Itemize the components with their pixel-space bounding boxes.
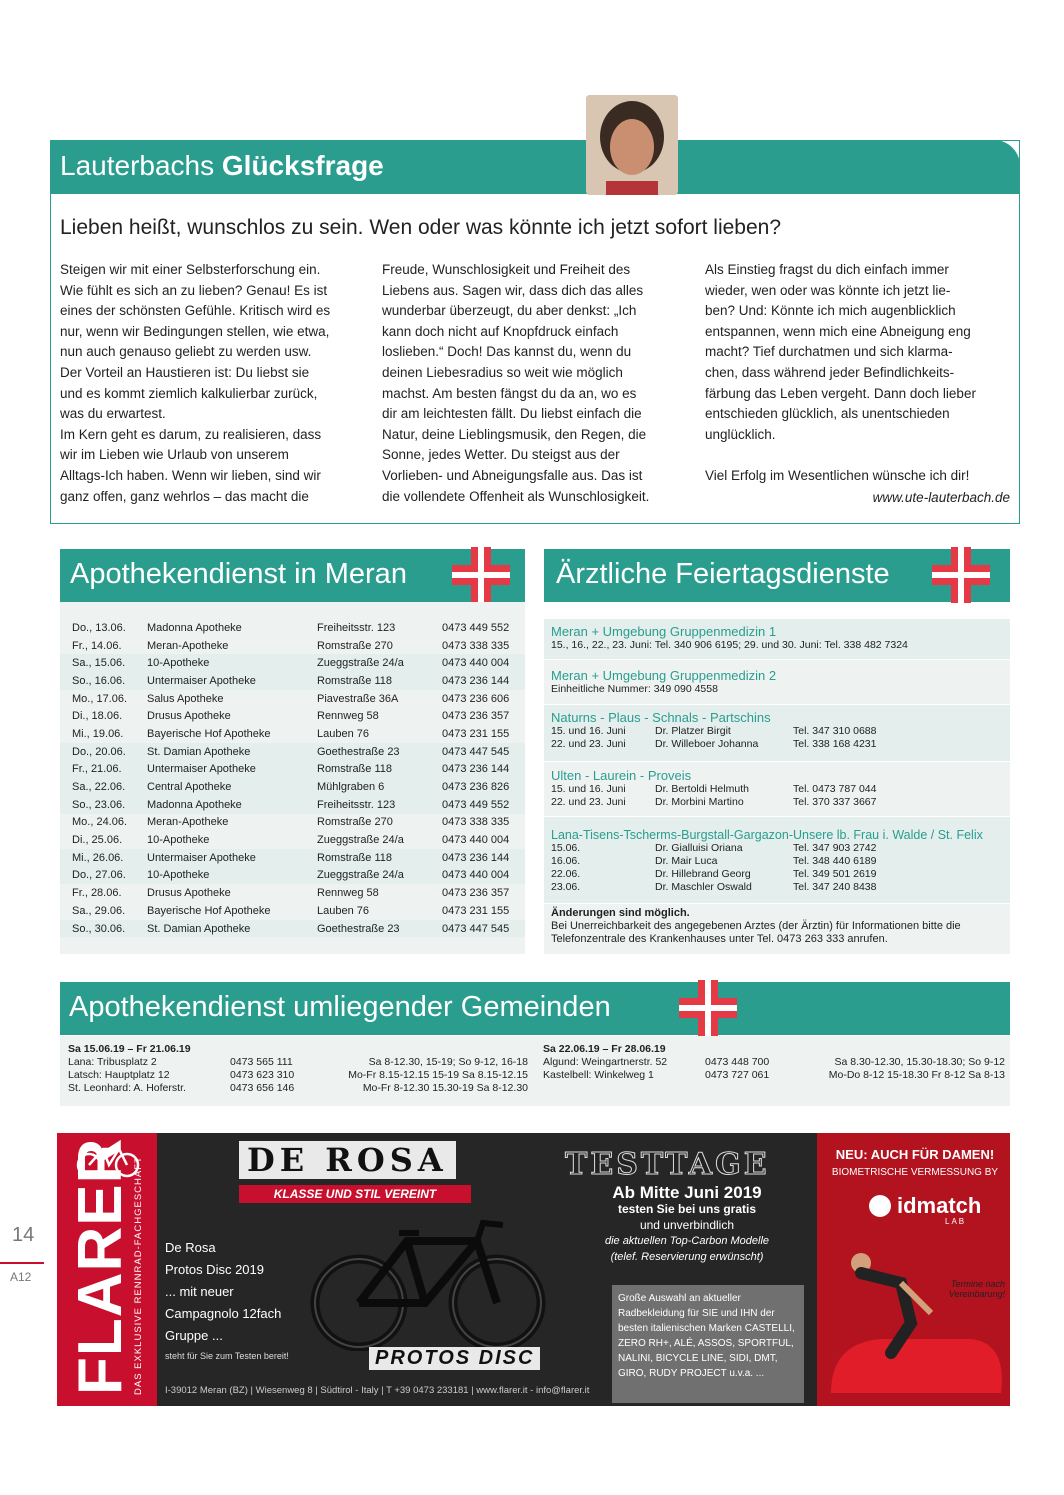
- bekleidung-text: Große Auswahl an aktueller Radbekleidung für SIE und IHN der besten italienischen Marken CASTELLI, ZERO RH+, ALÉ, ASSOS, SPORTFUL, NALINI, BICYCLE LINE, SIDI, DMT, GIRO, RUDY PROJECT u.v.a. ...: [612, 1285, 804, 1403]
- pharmacy-row: [68, 1082, 528, 1095]
- pharmacy-cell: Lana: Tribusplatz 2: [68, 1056, 157, 1068]
- pharmacy-cell: Mo-Fr 8.15-12.15 15-19 Sa 8.15-12.15: [348, 1069, 528, 1081]
- doctor-cell: Tel. 347 903 2742: [793, 842, 877, 854]
- text-line: Sonne, jedes Wetter. Du steigst aus der: [382, 447, 620, 463]
- doctor-cell: Tel. 348 440 6189: [793, 855, 877, 867]
- de-rosa-offer-text: [165, 1237, 281, 1347]
- table-cell: 10-Apotheke: [147, 869, 210, 882]
- pharmacy-cell: Latsch: Hauptplatz 12: [68, 1069, 170, 1081]
- de-rosa-slogan: KLASSE UND STIL VEREINT: [239, 1185, 471, 1203]
- apotheken-title: Apothekendienst in Meran: [70, 558, 407, 590]
- doctor-row: [544, 738, 1010, 751]
- table-cell: Mo., 17.06.: [72, 692, 128, 705]
- aerzte-block-5: [544, 817, 1010, 903]
- idmatch-logo: idmatch: [897, 1193, 982, 1218]
- author-website[interactable]: www.ute-lauterbach.de: [872, 490, 1010, 505]
- block-title: Lana-Tisens-Tscherms-Burgstall-Gargazon-Unsere lb. Frau i. Walde / St. Felix: [551, 828, 983, 842]
- pharmacy-cell: 0473 727 061: [705, 1069, 770, 1081]
- table-row: [60, 920, 525, 938]
- pharmacy-row: [68, 1069, 528, 1082]
- text-line: [705, 445, 1015, 466]
- doctor-row: [544, 725, 1010, 738]
- text-line: Liebens aus. Sagen wir, dass dich das alles: [382, 282, 644, 298]
- table-cell: Sa., 15.06.: [72, 657, 126, 670]
- table-cell: Zueggstraße 24/a: [317, 657, 404, 670]
- table-cell: Romstraße 118: [317, 763, 392, 776]
- table-cell: Meran-Apotheke: [147, 816, 229, 829]
- table-row: [60, 637, 525, 655]
- text-line: wir im Lieben wie Urlaub von unserem: [60, 447, 289, 463]
- text-line: Vorlieben- und Abneigungsfalle aus. Das ist: [382, 467, 643, 483]
- text-line: nun auch genauso geliebt zu werden usw.: [60, 344, 312, 360]
- table-cell: 10-Apotheke: [147, 657, 210, 670]
- cross-icon: [452, 547, 510, 603]
- table-cell: Madonna Apotheke: [147, 621, 242, 634]
- table-cell: Bayerische Hof Apotheke: [147, 727, 271, 740]
- pharmacy-cell: St. Leonhard: A. Hoferstr.: [68, 1082, 186, 1094]
- text-line: wunderbar überzeugt, du aber denkst: „Ich: [382, 303, 637, 319]
- text-line: Alltags-Ich haben. Wenn wir lieben, sind wir: [60, 467, 321, 483]
- table-cell: 0473 231 155: [442, 727, 510, 740]
- table-row: [60, 884, 525, 902]
- doctor-cell: 22.06.: [551, 868, 581, 880]
- table-row: [60, 761, 525, 779]
- doctor-row: [544, 783, 1010, 796]
- de-rosa-offer-note: steht für Sie zum Testen bereit!: [165, 1351, 289, 1361]
- table-cell: So., 23.06.: [72, 798, 126, 811]
- table-cell: Zueggstraße 24/a: [317, 869, 404, 882]
- table-cell: 0473 449 552: [442, 621, 510, 634]
- table-cell: Drusus Apotheke: [147, 887, 231, 900]
- table-cell: Sa., 29.06.: [72, 904, 126, 917]
- table-cell: 0473 338 335: [442, 639, 510, 652]
- doctor-cell: 15. und 16. Juni: [551, 725, 626, 737]
- table-cell: 0473 231 155: [442, 904, 510, 917]
- doctor-cell: Dr. Willeboer Johanna: [655, 738, 759, 750]
- doctor-cell: Dr. Platzer Birgit: [655, 725, 731, 737]
- table-cell: 0473 338 335: [442, 816, 510, 829]
- doctor-cell: 16.06.: [551, 855, 581, 867]
- pharmacy-row: [543, 1069, 1005, 1082]
- block-title: Meran + Umgebung Gruppenmedizin 2: [551, 668, 777, 683]
- table-row: [60, 725, 525, 743]
- table-cell: 0473 440 004: [442, 657, 510, 670]
- testtage-text: [577, 1185, 797, 1265]
- offer-line: De Rosa: [165, 1240, 216, 1255]
- gluecksfrage-column-1: [60, 260, 365, 507]
- offer-line: Campagnolo 12fach: [165, 1306, 282, 1321]
- doctor-row: [544, 855, 1010, 868]
- doctor-cell: Tel. 347 310 0688: [793, 725, 877, 737]
- aerzte-block-3: [544, 705, 1010, 761]
- table-cell: 0473 440 004: [442, 834, 510, 847]
- doctor-cell: 15. und 16. Juni: [551, 783, 626, 795]
- table-cell: Bayerische Hof Apotheke: [147, 904, 271, 917]
- gluecksfrage-column-3: [705, 260, 1015, 487]
- table-row: [60, 654, 525, 672]
- doctor-cell: 23.06.: [551, 881, 581, 893]
- text-line: Natur, deine Lieblingsmusik, den Regen, die: [382, 426, 647, 442]
- text-line: macht? Tief durchatmen und sich klarma-: [705, 344, 953, 360]
- gluecksfrage-question: Lieben heißt, wunschlos zu sein. Wen oder was könnte ich jetzt sofort lieben?: [60, 216, 782, 239]
- table-cell: Do., 20.06.: [72, 745, 126, 758]
- note-text: Bei Unerreichbarkeit des angegebenen Arztes (der Ärztin) für Informationen bitte die Telefonzentrale des Krankenhauses unter Tel. 0473 263 333 anrufen.: [551, 920, 961, 945]
- doctor-cell: 22. und 23. Juni: [551, 796, 626, 808]
- text-line: deinen Liebesradius so weit wie möglich: [382, 364, 623, 380]
- table-cell: Sa., 22.06.: [72, 781, 126, 794]
- pharmacy-row: [68, 1056, 528, 1069]
- doctor-cell: Dr. Gialluisi Oriana: [655, 842, 743, 854]
- note-title: Änderungen sind möglich.: [551, 907, 690, 919]
- table-cell: Do., 27.06.: [72, 869, 126, 882]
- table-cell: 0473 440 004: [442, 869, 510, 882]
- doctor-cell: Dr. Mair Luca: [655, 855, 718, 867]
- doctor-cell: Tel. 338 168 4231: [793, 738, 877, 750]
- period-2-heading: Sa 22.06.19 – Fr 28.06.19: [543, 1043, 666, 1055]
- aerzte-block-1: [544, 619, 1010, 659]
- table-cell: Mi., 19.06.: [72, 727, 124, 740]
- text-line: entspannen, wenn mich eine Abneigung eng: [705, 323, 971, 339]
- idmatch-logo-icon: [869, 1195, 891, 1217]
- table-cell: Mo., 24.06.: [72, 816, 128, 829]
- gluecksfrage-column-2: [382, 260, 687, 507]
- table-cell: Untermaiser Apotheke: [147, 851, 256, 864]
- flarer-logo-panel: [57, 1133, 157, 1406]
- table-cell: 10-Apotheke: [147, 834, 210, 847]
- text-line: Viel Erfolg im Wesentlichen wünsche ich dir!: [705, 467, 970, 483]
- table-row: [60, 831, 525, 849]
- text-line: unglücklich.: [705, 426, 776, 442]
- table-cell: Mühlgraben 6: [317, 781, 385, 794]
- aerzte-block-4: [544, 762, 1010, 816]
- table-cell: 0473 447 545: [442, 745, 510, 758]
- text-line: was du erwartest.: [60, 406, 166, 422]
- table-row: [60, 707, 525, 725]
- flarer-advertisement[interactable]: [57, 1133, 1010, 1406]
- text-line: Der Vorteil an Haustieren ist: Du liebst sie: [60, 364, 310, 380]
- table-cell: St. Damian Apotheke: [147, 745, 251, 758]
- text-line: nur, wenn wir Bedingungen stellen, wie etwa,: [60, 323, 330, 339]
- table-cell: 0473 447 545: [442, 922, 510, 935]
- cross-icon: [932, 547, 990, 603]
- table-cell: 0473 449 552: [442, 798, 510, 811]
- text-line: Im Kern geht es darum, zu realisieren, dass: [60, 426, 322, 442]
- pharmacy-cell: 0473 448 700: [705, 1056, 770, 1068]
- cross-icon: [679, 980, 737, 1036]
- text-line: Wie fühlt es sich an zu lieben? Genau! Es ist: [60, 282, 328, 298]
- aerzte-note: [544, 904, 1010, 954]
- author-photo: [586, 95, 678, 195]
- table-cell: 0473 236 144: [442, 674, 510, 687]
- table-cell: Rennweg 58: [317, 710, 379, 723]
- text-line: Als Einstieg fragst du dich einfach immer: [705, 262, 949, 277]
- table-row: [60, 796, 525, 814]
- pharmacy-cell: 0473 656 146: [230, 1082, 295, 1094]
- table-cell: Piavestraße 36A: [317, 692, 399, 705]
- table-cell: Salus Apotheke: [147, 692, 224, 705]
- aerzte-block-2: [544, 660, 1010, 704]
- apotheken-table: [60, 619, 525, 937]
- table-row: [60, 849, 525, 867]
- text-line: ganz offen, ganz wehrlos – das macht die: [60, 488, 309, 504]
- doctor-cell: Tel. 349 501 2619: [793, 868, 877, 880]
- gluecksfrage-title: Lauterbachs Glücksfrage: [60, 150, 384, 181]
- table-row: [60, 743, 525, 761]
- pharmacy-cell: Kastelbell: Winkelweg 1: [543, 1069, 654, 1081]
- testtage-line: Ab Mitte Juni 2019: [612, 1183, 762, 1202]
- testtage-line: testen Sie bei uns gratis: [617, 1202, 757, 1216]
- doctor-cell: Dr. Bertoldi Helmuth: [655, 783, 749, 795]
- table-cell: Di., 18.06.: [72, 710, 123, 723]
- page-number: 14: [12, 1224, 35, 1246]
- testtage-line: (telef. Reservierung erwünscht): [610, 1251, 764, 1263]
- pharmacy-cell: 0473 623 310: [230, 1069, 295, 1081]
- doctor-cell: Dr. Hillebrand Georg: [655, 868, 751, 880]
- page-code: A12: [10, 1270, 32, 1284]
- table-cell: Di., 25.06.: [72, 834, 123, 847]
- table-cell: Meran-Apotheke: [147, 639, 229, 652]
- text-line: ben? Und: Könnte ich mich augenblicklich: [705, 303, 956, 319]
- page-divider: [0, 1262, 44, 1264]
- protos-disc-label: PROTOS DISC: [369, 1347, 540, 1370]
- text-line: die vollendete Offenheit als Wunschlosigkeit.: [382, 488, 650, 504]
- block-title: Naturns - Plaus - Schnals - Partschins: [551, 710, 771, 725]
- table-cell: 0473 236 357: [442, 887, 510, 900]
- testtage-line: die aktuellen Top-Carbon Modelle: [604, 1235, 770, 1247]
- umliegend-title: Apothekendienst umliegender Gemeinden: [69, 991, 611, 1023]
- de-rosa-logo: DE ROSA: [239, 1141, 456, 1179]
- doctor-cell: 15.06.: [551, 842, 581, 854]
- doctor-cell: Tel. 347 240 8438: [793, 881, 877, 893]
- damen-headline: NEU: AUCH FÜR DAMEN!: [835, 1147, 995, 1162]
- offer-line: ... mit neuer: [165, 1284, 234, 1299]
- table-cell: Romstraße 270: [317, 816, 393, 829]
- doctor-cell: Tel. 0473 787 044: [793, 783, 877, 795]
- pharmacy-cell: Mo-Fr 8-12.30 15.30-19 Sa 8-12.30: [362, 1082, 528, 1094]
- table-cell: Central Apotheke: [147, 781, 232, 794]
- testtage-line: und unverbindlich: [639, 1218, 735, 1232]
- doctor-cell: Dr. Morbini Martino: [655, 796, 744, 808]
- pharmacy-cell: Mo-Do 8-12 15-18.30 Fr 8-12 Sa 8-13: [828, 1069, 1005, 1081]
- umliegend-header: [60, 982, 1010, 1035]
- termine-note: Termine nach Vereinbarung!: [948, 1279, 1005, 1299]
- cyclist-fitting-image: [821, 1243, 1007, 1403]
- table-cell: Untermaiser Apotheke: [147, 763, 256, 776]
- table-cell: Freiheitsstr. 123: [317, 798, 396, 811]
- table-cell: 0473 236 606: [442, 692, 510, 705]
- text-line: dir am leichtesten fällt. Du liebst einfach die: [382, 406, 642, 422]
- table-cell: Fr., 21.06.: [72, 763, 122, 776]
- doctor-cell: Dr. Maschler Oswald: [655, 881, 752, 893]
- doctor-cell: 22. und 23. Juni: [551, 738, 626, 750]
- table-cell: Goethestraße 23: [317, 745, 400, 758]
- aerzte-header: [544, 549, 1010, 602]
- table-cell: Freiheitsstr. 123: [317, 621, 396, 634]
- pharmacy-row: [543, 1056, 1005, 1069]
- table-cell: Untermaiser Apotheke: [147, 674, 256, 687]
- table-cell: St. Damian Apotheke: [147, 922, 251, 935]
- doctor-row: [544, 881, 1010, 894]
- table-cell: Zueggstraße 24/a: [317, 834, 404, 847]
- biometrie-text: BIOMETRISCHE VERMESSUNG BY: [831, 1167, 999, 1178]
- text-line: chen, dass während jeder Befindlichkeits-: [705, 364, 955, 380]
- flarer-subtitle: DAS EXKLUSIVE RENNRAD-FACHGESCHÄFT: [133, 1156, 144, 1395]
- table-cell: Mi., 26.06.: [72, 851, 124, 864]
- text-line: entschieden glücklich, als unentschieden: [705, 406, 950, 422]
- block-title: Ulten - Laurein - Proveis: [551, 768, 692, 783]
- table-cell: Madonna Apotheke: [147, 798, 242, 811]
- offer-line: Protos Disc 2019: [165, 1262, 264, 1277]
- text-line: loslieben.“ Doch! Das kannst du, wenn du: [382, 344, 632, 360]
- table-row: [60, 814, 525, 832]
- table-cell: So., 30.06.: [72, 922, 126, 935]
- period-1-list: [68, 1056, 528, 1095]
- table-row: [60, 690, 525, 708]
- table-cell: Lauben 76: [317, 727, 369, 740]
- table-cell: Romstraße 118: [317, 674, 392, 687]
- doctor-cell: Tel. 370 337 3667: [793, 796, 877, 808]
- table-cell: Goethestraße 23: [317, 922, 400, 935]
- table-cell: Lauben 76: [317, 904, 369, 917]
- pharmacy-cell: Algund: Weingartnerstr. 52: [543, 1056, 668, 1068]
- apotheken-header: [60, 549, 525, 602]
- table-row: [60, 672, 525, 690]
- doctor-row: [544, 842, 1010, 855]
- block-title: Meran + Umgebung Gruppenmedizin 1: [551, 624, 777, 639]
- text-line: färbung das Leben vergeht. Dann doch lieber: [705, 385, 976, 401]
- table-cell: 0473 236 826: [442, 781, 510, 794]
- text-line: kann doch nicht auf Knopfdruck einfach: [382, 323, 619, 339]
- doctor-row: [544, 796, 1010, 809]
- text-line: wieder, wen oder was könnte ich jetzt lie-: [705, 282, 951, 298]
- bicycle-image: [307, 1211, 547, 1351]
- block-line: Einheitliche Nummer: 349 090 4558: [551, 683, 718, 695]
- doctor-row: [544, 868, 1010, 881]
- text-line: und es kommt ziemlich kalkulierbar zurück,: [60, 385, 318, 401]
- period-2-list: [543, 1056, 1005, 1082]
- table-row: [60, 619, 525, 637]
- table-cell: Romstraße 270: [317, 639, 393, 652]
- table-cell: Fr., 28.06.: [72, 887, 122, 900]
- pharmacy-cell: 0473 565 111: [230, 1056, 293, 1068]
- aerzte-title: Ärztliche Feiertagsdienste: [556, 558, 890, 590]
- table-cell: Rennweg 58: [317, 887, 379, 900]
- table-row: [60, 778, 525, 796]
- offer-line: Gruppe ...: [165, 1328, 223, 1343]
- table-cell: Do., 13.06.: [72, 621, 126, 634]
- table-row: [60, 902, 525, 920]
- text-line: Freude, Wunschlosigkeit und Freiheit des: [382, 262, 631, 277]
- table-row: [60, 867, 525, 885]
- table-cell: 0473 236 144: [442, 851, 510, 864]
- pharmacy-cell: Sa 8-12.30, 15-19; So 9-12, 16-18: [368, 1056, 528, 1068]
- table-cell: Fr., 14.06.: [72, 639, 122, 652]
- table-cell: Romstraße 118: [317, 851, 392, 864]
- table-cell: So., 16.06.: [72, 674, 126, 687]
- table-cell: 0473 236 357: [442, 710, 510, 723]
- pharmacy-cell: Sa 8.30-12.30, 15.30-18.30; So 9-12: [834, 1056, 1005, 1068]
- text-line: machst. Am besten fängst du da an, wo es: [382, 385, 637, 401]
- idmatch-lab: LAB: [945, 1217, 967, 1226]
- period-1-heading: Sa 15.06.19 – Fr 21.06.19: [68, 1043, 191, 1055]
- flarer-wordmark: FLARER: [66, 1137, 135, 1395]
- flarer-contact: I-39012 Meran (BZ) | Wiesenweg 8 | Südtirol - Italy | T +39 0473 233181 | www.flarer.it - info@flarer.it: [165, 1385, 590, 1396]
- testtage-heading: TESTTAGE: [565, 1147, 770, 1182]
- table-cell: Drusus Apotheke: [147, 710, 231, 723]
- text-line: eines der schönsten Gefühle. Kritisch wird es: [60, 303, 331, 319]
- table-cell: 0473 236 144: [442, 763, 510, 776]
- text-line: Steigen wir mit einer Selbsterforschung ein.: [60, 262, 321, 277]
- block-line: 15., 16., 22., 23. Juni: Tel. 340 906 6195; 29. und 30. Juni: Tel. 338 482 7324: [551, 639, 908, 651]
